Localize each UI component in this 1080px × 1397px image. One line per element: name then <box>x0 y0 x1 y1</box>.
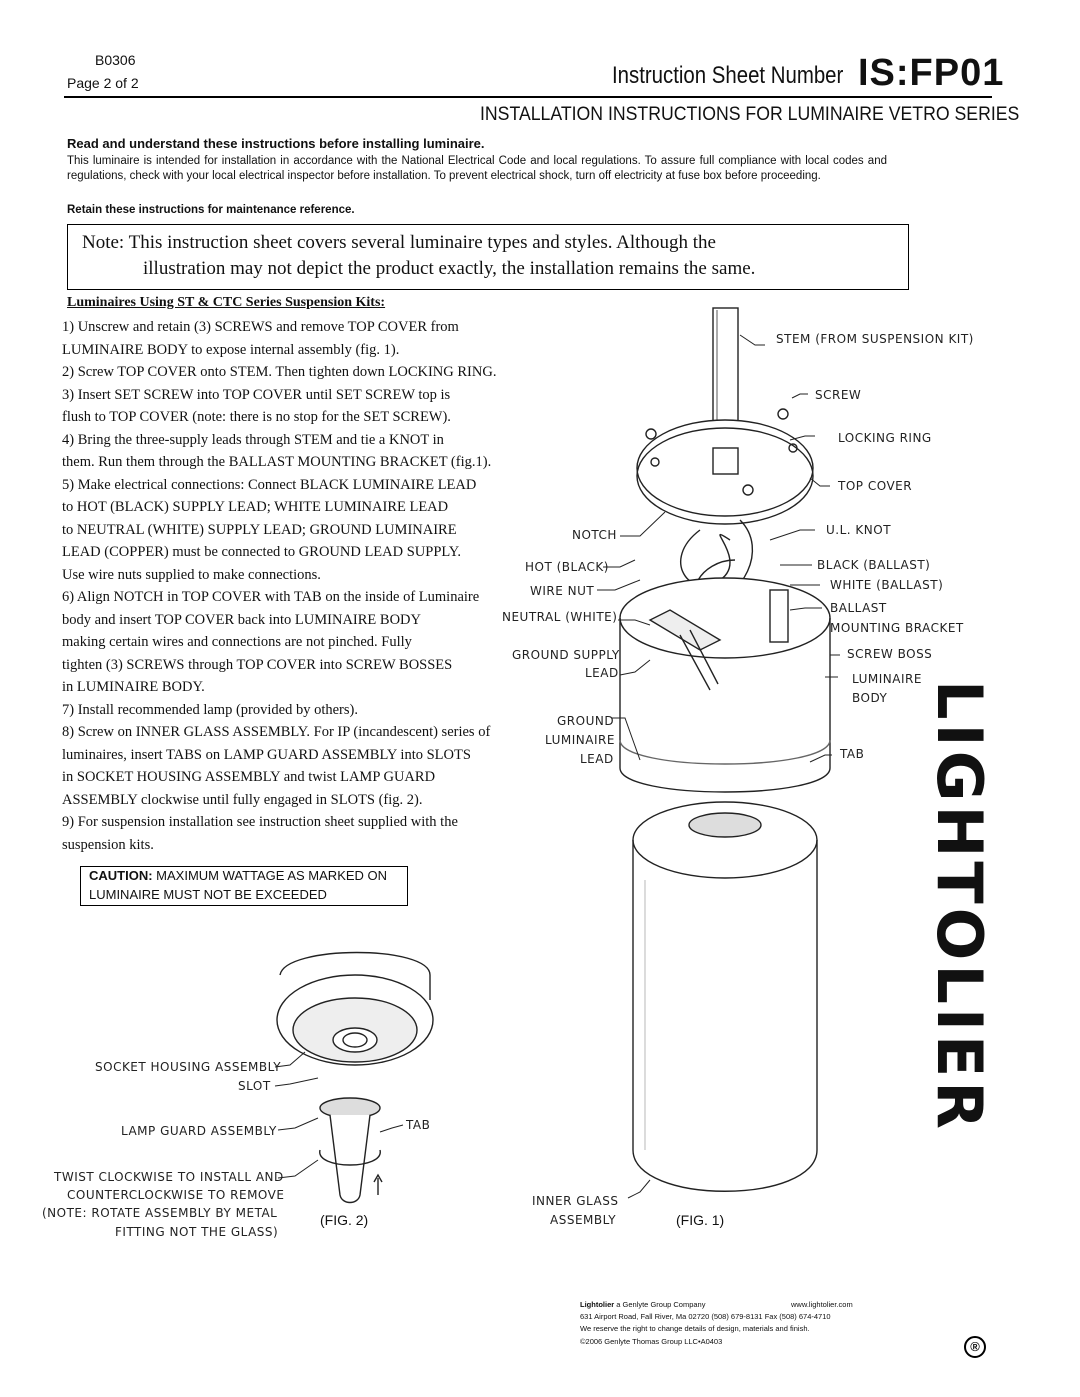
label-twist-2: COUNTERCLOCKWISE TO REMOVE <box>67 1188 285 1202</box>
label-luminaire: LUMINAIRE <box>852 672 922 686</box>
list-item: 4) Bring the three-supply leads through STEM and tie a KNOT in <box>62 431 444 448</box>
list-item: LUMINAIRE BODY to expose internal assembly (fig. 1). <box>62 341 400 358</box>
page-title: INSTALLATION INSTRUCTIONS FOR LUMINAIRE VETRO SERIES <box>480 104 1020 125</box>
label-wire-nut: WIRE NUT <box>530 584 595 598</box>
list-item: them. Run them through the BALLAST MOUNTING BRACKET (fig.1). <box>62 454 492 470</box>
label-screw-boss: SCREW BOSS <box>847 647 933 661</box>
list-item: ASSEMBLY clockwise until fully engaged in SLOTS (fig. 2). <box>62 791 423 808</box>
sheet-number: IS:FP01 <box>858 52 1005 94</box>
list-item: suspension kits. <box>62 836 154 853</box>
list-item: 5) Make electrical connections: Connect BLACK LUMINAIRE LEAD <box>62 476 477 493</box>
label-socket-housing: SOCKET HOUSING ASSEMBLY <box>95 1060 282 1074</box>
list-item: flush to TOP COVER (note: there is no stop for the SET SCREW). <box>62 409 451 425</box>
label-inner-glass-assembly: ASSEMBLY <box>550 1213 617 1227</box>
label-ground: GROUND <box>557 714 615 728</box>
caution-text-1: MAXIMUM WATTAGE AS MARKED ON <box>152 868 388 883</box>
label-twist-1: TWIST CLOCKWISE TO INSTALL AND <box>54 1170 284 1184</box>
label-inner-glass: INNER GLASS <box>532 1194 619 1208</box>
list-item: Use wire nuts supplied to make connections. <box>62 566 321 583</box>
label-neutral-white: NEUTRAL (WHITE) <box>502 610 618 624</box>
label-ballast: BALLAST <box>830 601 887 615</box>
list-item: 1) Unscrew and retain (3) SCREWS and remove TOP COVER from <box>62 319 459 335</box>
footer-address: 631 Airport Road, Fall River, Ma 02720 (508) 679-8131 Fax (508) 674-4710 <box>580 1312 831 1321</box>
footer-copyright: ©2006 Genlyte Thomas Group LLC•A0403 <box>580 1337 723 1346</box>
label-screw: SCREW <box>815 388 862 402</box>
footer-disclaimer: We reserve the right to change details of design, materials and finish. <box>580 1324 810 1333</box>
footer-company <box>580 1300 705 1309</box>
list-item: making certain wires and connections are not pinched. Fully <box>62 634 412 650</box>
fig1-caption: (FIG. 1) <box>676 1212 725 1228</box>
label-body: BODY <box>852 691 888 705</box>
sheet-label: Instruction Sheet Number <box>612 62 844 89</box>
list-item: 7) Install recommended lamp (provided by others). <box>62 701 358 718</box>
label-ground-supply: GROUND SUPPLY <box>512 648 620 662</box>
registered-mark: ® <box>964 1336 986 1358</box>
label-twist-4: FITTING NOT THE GLASS) <box>115 1225 279 1239</box>
list-item: 2) Screw TOP COVER onto STEM. Then tighten down LOCKING RING. <box>62 364 497 380</box>
list-item: to NEUTRAL (WHITE) SUPPLY LEAD; GROUND LUMINAIRE <box>62 521 457 538</box>
list-item: tighten (3) SCREWS through TOP COVER into SCREW BOSSES <box>62 656 453 673</box>
label-white-ballast: WHITE (BALLAST) <box>830 578 944 592</box>
label-ground-luminaire: LUMINAIRE <box>545 733 615 747</box>
list-item: body and insert TOP COVER back into LUMINAIRE BODY <box>62 611 421 628</box>
label-stem: STEM (FROM SUSPENSION KIT) <box>776 332 974 346</box>
list-item: 9) For suspension installation see instruction sheet supplied with the <box>62 814 458 830</box>
label-lamp-guard: LAMP GUARD ASSEMBLY <box>121 1124 277 1138</box>
list-item: 6) Align NOTCH in TOP COVER with TAB on the inside of Luminaire <box>62 589 480 605</box>
list-item: 8) Screw on INNER GLASS ASSEMBLY. For IP (incandescent) series of <box>62 724 491 740</box>
label-ground-lead: LEAD <box>580 752 614 766</box>
section-subheading: Luminaires Using ST & CTC Series Suspension Kits: <box>67 295 386 310</box>
fig2-caption: (FIG. 2) <box>320 1212 369 1228</box>
list-item: 3) Insert SET SCREW into TOP COVER until SET SCREW top is <box>62 386 451 403</box>
note-line-2: illustration may not depict the product exactly, the installation remains the same. <box>143 258 756 279</box>
label-ul-knot: U.L. KNOT <box>826 523 892 537</box>
label-twist-3: (NOTE: ROTATE ASSEMBLY BY METAL <box>42 1206 278 1220</box>
list-item: in LUMINAIRE BODY. <box>62 679 205 695</box>
label-ground-supply-lead: LEAD <box>585 666 619 680</box>
footer-website: www.lightolier.com <box>791 1300 853 1309</box>
list-item: LEAD (COPPER) must be connected to GROUND LEAD SUPPLY. <box>62 544 462 560</box>
label-mounting-bracket: MOUNTING BRACKET <box>830 621 964 635</box>
list-item: to HOT (BLACK) SUPPLY LEAD; WHITE LUMINAIRE LEAD <box>62 499 449 515</box>
list-item: luminaires, insert TABS on LAMP GUARD ASSEMBLY into SLOTS <box>62 746 471 763</box>
caution-label: CAUTION: <box>89 868 153 883</box>
document-code: B0306 <box>95 52 136 68</box>
label-fig2-tab: TAB <box>406 1118 431 1132</box>
page-number: Page 2 of 2 <box>67 75 139 91</box>
intro-paragraph: This luminaire is intended for installation in accordance with the National Electrical Code and local regulations. To assure full compliance with local codes and regulations, check with your local electrical inspector before installation. To prevent electrical shock, turn off electricity at fuse box before proceeding. <box>67 155 887 182</box>
retain-notice: Retain these instructions for maintenance reference. <box>67 204 355 216</box>
label-hot-black: HOT (BLACK) <box>525 560 609 574</box>
list-item: in SOCKET HOUSING ASSEMBLY and twist LAMP GUARD <box>62 769 436 785</box>
note-text-1: This instruction sheet covers several luminaire types and styles. Although the <box>124 232 716 253</box>
label-locking-ring: LOCKING RING <box>838 431 932 445</box>
footer-company-rest: a Genlyte Group Company <box>614 1300 706 1309</box>
caution-line-2: LUMINAIRE MUST NOT BE EXCEEDED <box>89 887 327 902</box>
brand-logo-text: LIGHTOLIER <box>923 680 996 1134</box>
brand-logo <box>923 680 996 1340</box>
label-slot: SLOT <box>238 1079 271 1093</box>
footer-brand: Lightolier <box>580 1300 615 1309</box>
label-top-cover: TOP COVER <box>838 479 913 493</box>
intro-warning: Read and understand these instructions before installing luminaire. <box>67 136 485 151</box>
label-black-ballast: BLACK (BALLAST) <box>817 558 931 572</box>
note-label: Note: <box>82 232 125 253</box>
label-tab: TAB <box>840 747 865 761</box>
label-notch: NOTCH <box>572 528 617 542</box>
